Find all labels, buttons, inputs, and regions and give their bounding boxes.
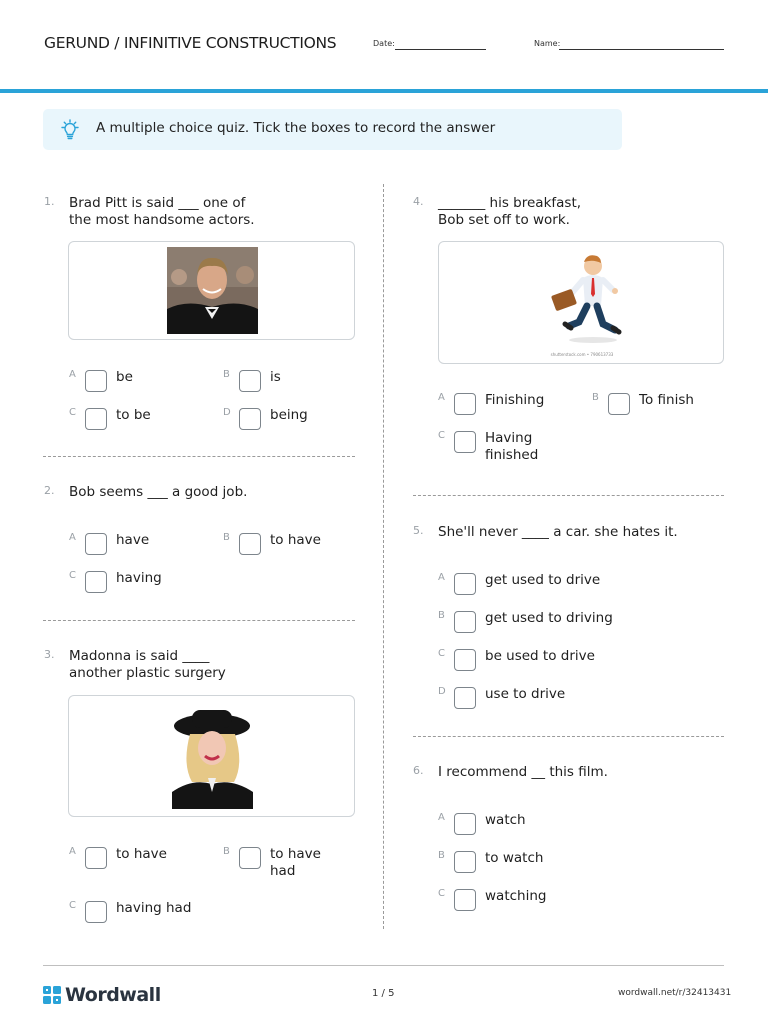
question-divider: [413, 736, 724, 737]
wordwall-logo-text: Wordwall: [65, 984, 161, 1006]
option-label: watching: [485, 888, 547, 904]
option-label: having had: [116, 900, 192, 916]
option-letter: B: [223, 846, 230, 857]
page-number: 1 / 5: [372, 988, 395, 999]
option-label: [485, 430, 538, 464]
answer-checkbox[interactable]: [454, 649, 476, 671]
answer-checkbox[interactable]: [85, 901, 107, 923]
column-divider: [383, 184, 384, 929]
actor-photo: [167, 247, 258, 334]
option-label: Finishing: [485, 392, 545, 408]
option-letter: A: [438, 392, 445, 403]
header-divider: [0, 89, 768, 93]
answer-checkbox[interactable]: [608, 393, 630, 415]
option-label: To finish: [639, 392, 694, 408]
answer-checkbox[interactable]: [85, 408, 107, 430]
question-image-frame: [68, 695, 355, 817]
option-letter: A: [69, 532, 76, 543]
option-label-line: had: [270, 863, 296, 879]
question-number: 5.: [413, 524, 424, 537]
answer-checkbox[interactable]: [454, 889, 476, 911]
question-line: Madonna is said ____: [69, 648, 210, 664]
option-label: be used to drive: [485, 648, 595, 664]
question-line: I recommend __ this film.: [438, 764, 608, 780]
question-divider: [43, 620, 355, 621]
option-label: having: [116, 570, 162, 586]
option-label: get used to driving: [485, 610, 613, 626]
question-text: [69, 484, 247, 501]
option-label: is: [270, 369, 281, 385]
question-text: [69, 648, 226, 682]
answer-checkbox[interactable]: [85, 370, 107, 392]
question-text: [438, 195, 581, 229]
answer-checkbox[interactable]: [239, 370, 261, 392]
option-label: [270, 846, 321, 880]
answer-checkbox[interactable]: [454, 687, 476, 709]
answer-checkbox[interactable]: [85, 533, 107, 555]
option-letter: A: [438, 812, 445, 823]
question-number: 2.: [44, 484, 55, 497]
answer-checkbox[interactable]: [239, 533, 261, 555]
date-label: Date:: [373, 39, 395, 48]
footer-divider: [43, 965, 724, 966]
option-label: to watch: [485, 850, 544, 866]
instruction-text: A multiple choice quiz. Tick the boxes to record the answer: [96, 120, 496, 136]
question-text: [438, 764, 608, 781]
option-letter: B: [223, 369, 230, 380]
question-number: 3.: [44, 648, 55, 661]
question-divider: [413, 495, 724, 496]
option-label: to have: [116, 846, 167, 862]
answer-checkbox[interactable]: [239, 847, 261, 869]
page-header: [0, 0, 768, 93]
option-letter: C: [438, 888, 445, 899]
question-line: Brad Pitt is said ___ one of: [69, 195, 246, 211]
lightbulb-icon: [57, 117, 83, 143]
option-label-line: Having: [485, 430, 533, 446]
option-letter: C: [438, 648, 445, 659]
question-text: [69, 195, 255, 229]
option-letter: B: [592, 392, 599, 403]
option-letter: C: [438, 430, 445, 441]
answer-checkbox[interactable]: [454, 611, 476, 633]
option-letter: A: [69, 369, 76, 380]
date-field[interactable]: [395, 49, 486, 50]
name-field[interactable]: [559, 49, 724, 50]
option-label: watch: [485, 812, 526, 828]
option-label: use to drive: [485, 686, 566, 702]
option-label: have: [116, 532, 150, 548]
question-line: Bob seems ___ a good job.: [69, 484, 248, 500]
answer-checkbox[interactable]: [85, 571, 107, 593]
answer-checkbox[interactable]: [454, 393, 476, 415]
question-line: She'll never ____ a car. she hates it.: [438, 524, 678, 540]
answer-checkbox[interactable]: [239, 408, 261, 430]
question-number: 4.: [413, 195, 424, 208]
answer-checkbox[interactable]: [85, 847, 107, 869]
option-letter: C: [69, 570, 76, 581]
option-label: being: [270, 407, 308, 423]
option-label: be: [116, 369, 133, 385]
page-title: GERUND / INFINITIVE CONSTRUCTIONS: [44, 34, 337, 52]
question-line: Bob set off to work.: [438, 212, 570, 228]
option-letter: D: [223, 407, 231, 418]
answer-checkbox[interactable]: [454, 573, 476, 595]
question-line: the most handsome actors.: [69, 212, 255, 228]
option-letter: B: [223, 532, 230, 543]
answer-checkbox[interactable]: [454, 431, 476, 453]
wordwall-logo-icon: [43, 986, 61, 1004]
question-image-frame: [438, 241, 724, 364]
instruction-banner: [43, 109, 622, 150]
option-label: get used to drive: [485, 572, 601, 588]
option-label: to be: [116, 407, 151, 423]
question-number: 1.: [44, 195, 55, 208]
question-line: _______ his breakfast,: [438, 195, 582, 211]
answer-checkbox[interactable]: [454, 813, 476, 835]
option-letter: B: [438, 850, 445, 861]
option-label-line: finished: [485, 447, 539, 463]
option-letter: D: [438, 686, 446, 697]
option-letter: C: [69, 407, 76, 418]
answer-checkbox[interactable]: [454, 851, 476, 873]
option-letter: C: [69, 900, 76, 911]
question-line: another plastic surgery: [69, 665, 226, 681]
question-divider: [43, 456, 355, 457]
singer-photo: [172, 704, 253, 809]
question-image-frame: [68, 241, 355, 340]
option-letter: A: [69, 846, 76, 857]
activity-url[interactable]: wordwall.net/r/32413431: [618, 988, 732, 998]
name-label: Name:: [534, 39, 561, 48]
image-credit: shutterstock.com • 790613733: [550, 352, 614, 357]
option-label: to have: [270, 532, 321, 548]
question-number: 6.: [413, 764, 424, 777]
option-letter: B: [438, 610, 445, 621]
option-label-line: to have: [270, 846, 321, 862]
option-letter: A: [438, 572, 445, 583]
businessman-illustration: [535, 250, 635, 350]
question-text: [438, 524, 678, 541]
